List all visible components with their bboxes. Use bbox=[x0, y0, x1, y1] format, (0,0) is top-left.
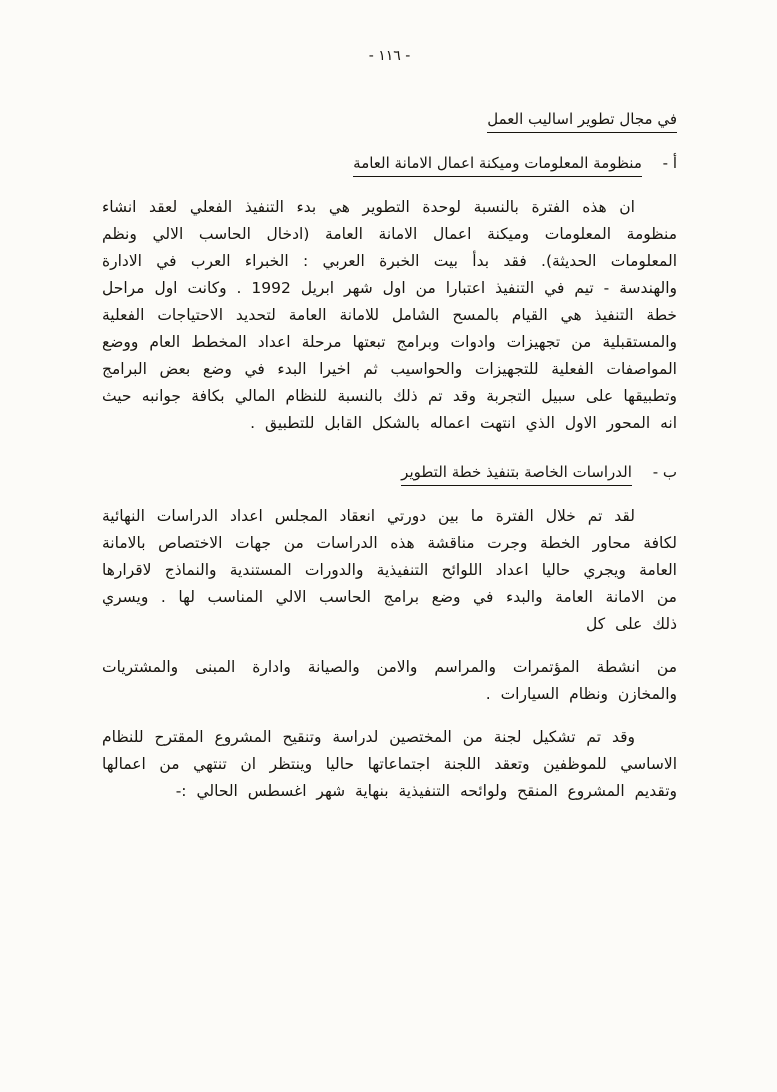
section-b-paragraph-3: وقد تم تشكيل لجنة من المختصين لدراسة وتنقيح المشروع المقترح للنظام الاساسي للموظفين وتعقد اللجنة اجتماعاتها حاليا وينتظر ان تنتهي من اعمالها وتقديم المشروع المنقح ولوائحه التنفيذية بنهاية شهر اغسطس الحالي :- bbox=[102, 728, 677, 800]
main-heading bbox=[102, 110, 677, 128]
section-a-paragraph: ان هذه الفترة بالنسبة لوحدة التطوير هي بدء التنفيذ الفعلي لعقد انشاء منظومة المعلومات وميكنة اعمال الامانة العامة (ادخال الحاسب الالي ونظم المعلومات الحديثة). فقد بدأ بيت الخبرة العربي : الخبراء العرب في الادارة والهندسة - تيم في التنفيذ اعتبارا من اول شهر ابريل 1992 . وكانت اول مراحل خطة التنفيذ هي القيام بالمسح الشامل للامانة العامة لتحديد الاحتياجات الفعلية والمستقبلية من تجهيزات وادوات وبرامج تبعتها مرحلة اعداد المخطط العام ووضع المواصفات الفعلية للتجهيزات والحواسيب ثم اخيرا البدء في وضع بعض البرامج وتطبيقها على سبيل التجربة وقد تم ذلك بالنسبة للنظام المالي بكافة جوانبه حيث انه المحور الاول الذي انتهت اعماله بالشكل القابل للتطبيق . bbox=[102, 198, 677, 432]
section-b-paragraph-1: لقد تم خلال الفترة ما بين دورتي انعقاد المجلس اعداد الدراسات النهائية لكافة محاور الخطة وجرت مناقشة هذه الدراسات من جهات الاختصاص بالامانة العامة ويجري حاليا اعداد اللوائح التنفيذية والدورات المستندية والنماذج لاقرارها من الامانة العامة والبدء في وضع برامج الحاسب الالي المناسب لها . ويسري ذلك على كل bbox=[102, 507, 677, 633]
section-b-title: الدراسات الخاصة بتنفيذ خطة التطوير bbox=[401, 463, 632, 486]
document-content bbox=[102, 48, 677, 821]
section-a-heading bbox=[102, 154, 677, 172]
section-b-marker: ب - bbox=[652, 463, 677, 481]
section-a-title: منظومة المعلومات وميكنة اعمال الامانة العامة bbox=[353, 154, 642, 177]
section-b-paragraph-2: من انشطة المؤتمرات والمراسم والامن والصيانة وادارة المبنى والمشتريات والمخازن ونظام السيارات . bbox=[102, 658, 677, 703]
page-number: - ١١٦ - bbox=[368, 48, 411, 64]
section-b-heading bbox=[102, 463, 677, 481]
main-heading-text: في مجال تطوير اساليب العمل bbox=[487, 110, 677, 133]
section-a-marker: أ - bbox=[662, 154, 677, 172]
